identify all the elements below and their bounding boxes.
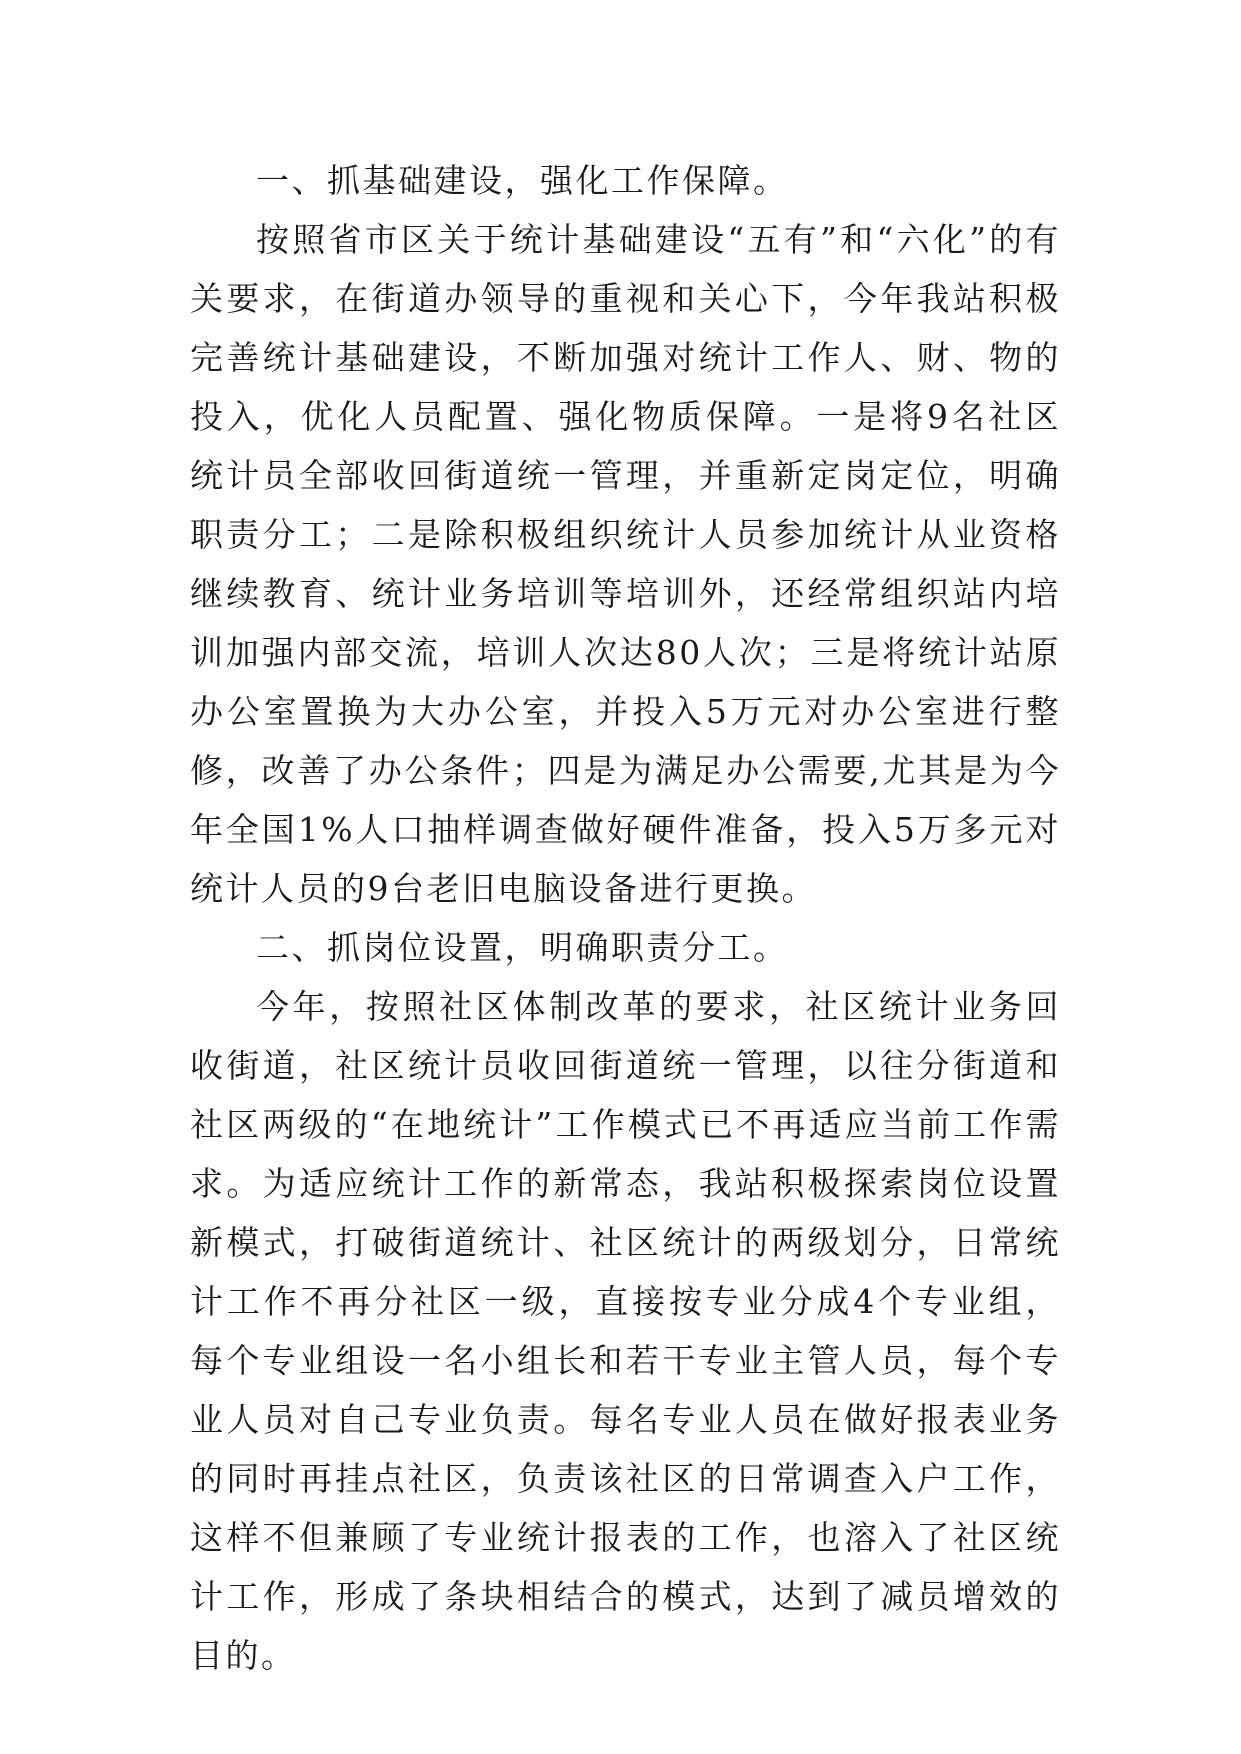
section-heading-1: 一、抓基础建设，强化工作保障。 xyxy=(256,161,789,200)
paragraph-1: 按照省市区关于统计基础建设“五有”和“六化”的有关要求，在街道办领导的重视和关心下，今年我站积极完善统计基础建设，不断加强对统计工作人、财、物的投入，优化人员配置、强化物质保障。一是将9名社区统计员全部收回街道统一管理，并重新定岗定位，明确职责分工；二是除积极组织统计人员参加统计从业资格继续教育、统计业务培训等培训外，还经常组织站内培训加强内部交流，培训人次达80人次；三是将统计站原办公室置换为大办公室，并投入5万元对办公室进行整修，改善了办公条件；四是为满足办公需要,尤其是为今年全国1%人口抽样调查做好硬件准备，投入5万多元对统计人员的9台老旧电脑设备进行更换。 xyxy=(190,220,1061,908)
document-body xyxy=(190,151,1061,1685)
paragraph-2: 今年，按照社区体制改革的要求，社区统计业务回收街道，社区统计员收回街道统一管理，以往分街道和社区两级的“在地统计”工作模式已不再适应当前工作需求。为适应统计工作的新常态，我站积极探索岗位设置新模式，打破街道统计、社区统计的两级划分，日常统计工作不再分社区一级，直接按专业分成4个专业组，每个专业组设一名小组长和若干专业主管人员，每个专业人员对自己专业负责。每名专业人员在做好报表业务的同时再挂点社区，负责该社区的日常调查入户工作，这样不但兼顾了专业统计报表的工作，也溶入了社区统计工作，形成了条块相结合的模式，达到了减员增效的目的。 xyxy=(190,987,1061,1675)
section-heading-2: 二、抓岗位设置，明确职责分工。 xyxy=(256,928,789,967)
